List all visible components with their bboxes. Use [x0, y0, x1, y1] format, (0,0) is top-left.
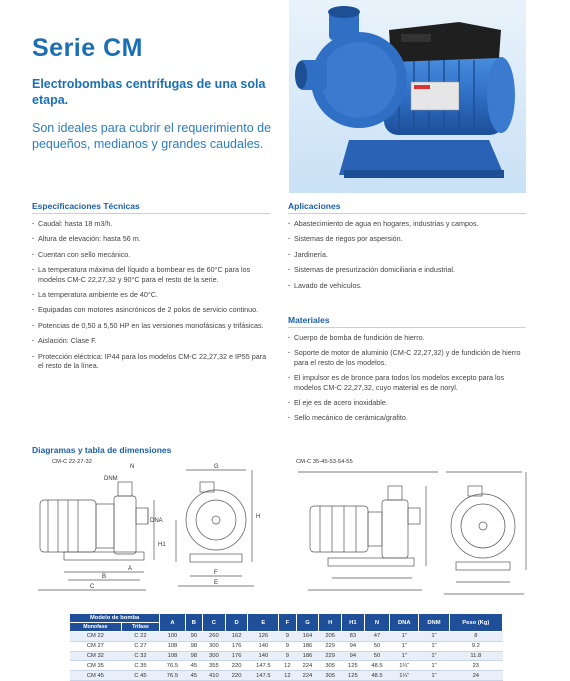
dim-label-dnm: DNM — [104, 476, 118, 482]
table-cell: 229 — [319, 651, 342, 661]
table-cell: CM 45 — [70, 671, 122, 681]
dim-label-h1: H1 — [158, 542, 166, 548]
table-row — [70, 641, 503, 651]
col-header: C — [203, 614, 226, 632]
specs-title: Especificaciones Técnicas — [32, 201, 140, 211]
list-item: · Lavado de vehículos. — [288, 281, 526, 290]
list-item: · Cuentan con sello mecánico. — [32, 250, 270, 259]
table-cell: 9 — [279, 632, 296, 642]
list-item: · La temperatura ambiente es de 40°C. — [32, 290, 270, 299]
col-header: Peso (Kg) — [449, 614, 502, 632]
col-header: DNM — [419, 614, 449, 632]
table-cell: C 35 — [121, 661, 159, 671]
col-header: A — [160, 614, 185, 632]
table-cell: 220 — [225, 661, 248, 671]
table-cell: 8 — [449, 632, 502, 642]
pump-photo — [289, 0, 526, 193]
table-cell: 1" — [419, 661, 449, 671]
table-cell: 220 — [225, 671, 248, 681]
dimension-diagrams — [28, 460, 533, 608]
list-item: · Caudal: hasta 18 m3/h. — [32, 219, 270, 228]
table-cell: 108 — [160, 641, 185, 651]
left-model-label: CM-C 22-27-32 — [52, 459, 92, 465]
dim-label-c: C — [90, 584, 95, 590]
list-item: · La temperatura máxima del líquido a bombear es de 60°C para los modelos CM-C 22,27,32 y 90°C para el resto de la serie. — [32, 265, 270, 284]
list-item: · Jardinería. — [288, 250, 526, 259]
col-header: DNA — [390, 614, 419, 632]
specs-divider — [32, 213, 270, 214]
table-cell: 98 — [185, 641, 202, 651]
table-cell: 100 — [160, 632, 185, 642]
table-cell: 229 — [319, 641, 342, 651]
materials-title: Materiales — [288, 315, 330, 325]
dimensions-table — [69, 613, 503, 681]
list-item: · Equipadas con motores asincrónicos de 2 polos de servicio continuo. — [32, 305, 270, 314]
dim-label-dna: DNA — [150, 518, 163, 524]
col-header: H — [319, 614, 342, 632]
table-cell: 11.8 — [449, 651, 502, 661]
table-cell: 1¼" — [390, 661, 419, 671]
table-cell: 45 — [185, 671, 202, 681]
table-cell: CM 35 — [70, 661, 122, 671]
applications-list — [288, 219, 526, 296]
table-cell: 305 — [319, 671, 342, 681]
intro-text: Son ideales para cubrir el requerimiento de pequeños, medianos y grandes caudales. — [32, 121, 272, 151]
right-model-label: CM-C 35-45-53-54-55 — [296, 459, 353, 465]
table-cell: 186 — [296, 641, 319, 651]
table-cell: C 32 — [121, 651, 159, 661]
table-cell: 76.5 — [160, 661, 185, 671]
col-header: F — [279, 614, 296, 632]
table-cell: 98 — [185, 651, 202, 661]
table-cell: 12 — [279, 661, 296, 671]
table-cell: 162 — [225, 632, 248, 642]
table-cell: 48.5 — [364, 661, 389, 671]
table-row — [70, 661, 503, 671]
materials-list — [288, 333, 526, 429]
table-cell: 9.2 — [449, 641, 502, 651]
list-item: · Potencias de 0,50 a 5,50 HP en las versiones monofásicas y trifásicas. — [32, 321, 270, 330]
list-item: · Altura de elevación: hasta 56 m. — [32, 234, 270, 243]
col-header: E — [248, 614, 279, 632]
table-cell: 1" — [419, 632, 449, 642]
list-item: · Sistemas de riegos por aspersión. — [288, 234, 526, 243]
list-item: · Aislación: Clase F. — [32, 336, 270, 345]
table-cell: 23 — [449, 661, 502, 671]
table-cell: 1" — [419, 671, 449, 681]
table-cell: 9 — [279, 641, 296, 651]
dim-label-e: E — [214, 580, 219, 586]
table-cell: 300 — [203, 641, 226, 651]
table-cell: 47 — [364, 632, 389, 642]
table-cell: 24 — [449, 671, 502, 681]
sub-header: Monofase — [70, 623, 122, 632]
group-header: Modelo de bomba — [70, 614, 160, 623]
table-cell: C 45 — [121, 671, 159, 681]
col-header: H1 — [342, 614, 365, 632]
table-row — [70, 651, 503, 661]
table-cell: 224 — [296, 661, 319, 671]
table-cell: 140 — [248, 641, 279, 651]
table-cell: 45 — [185, 661, 202, 671]
table-cell: 176 — [225, 641, 248, 651]
sub-header: Trifase — [121, 623, 159, 632]
table-row — [70, 671, 503, 681]
table-cell: 305 — [319, 661, 342, 671]
table-cell: 1" — [419, 651, 449, 661]
dim-label-g: G — [214, 464, 219, 470]
applications-divider — [288, 213, 526, 214]
list-item: · Soporte de motor de aluminio (CM-C 22,27,32) y de fundición de hierro para el resto de los modelos. — [288, 348, 526, 367]
list-item: · Sello mecánico de cerámica/grafito. — [288, 413, 526, 422]
table-cell: C 27 — [121, 641, 159, 651]
table-cell: 147.5 — [248, 661, 279, 671]
table-cell: 260 — [203, 632, 226, 642]
table-cell: 300 — [203, 651, 226, 661]
dim-label-a: A — [128, 566, 133, 572]
table-cell: 164 — [296, 632, 319, 642]
table-cell: 1¼" — [390, 671, 419, 681]
col-header: N — [364, 614, 389, 632]
dim-label-n: N — [130, 464, 135, 470]
table-cell: 1" — [390, 632, 419, 642]
table-cell: 126 — [248, 632, 279, 642]
table-cell: 50 — [364, 641, 389, 651]
list-item: · El eje es de acero inoxidable. — [288, 398, 526, 407]
list-item: · Cuerpo de bomba de fundición de hierro. — [288, 333, 526, 342]
table-cell: 76.5 — [160, 671, 185, 681]
table-cell: 1" — [419, 641, 449, 651]
dimensions-table-body — [70, 632, 503, 681]
table-cell: CM 27 — [70, 641, 122, 651]
table-cell: 94 — [342, 651, 365, 661]
list-item: · Abastecimiento de agua en hogares, industrias y campos. — [288, 219, 526, 228]
table-cell: 48.5 — [364, 671, 389, 681]
table-cell: CM 22 — [70, 632, 122, 642]
table-cell: 147.5 — [248, 671, 279, 681]
table-cell: 205 — [319, 632, 342, 642]
table-cell: 224 — [296, 671, 319, 681]
table-cell: 140 — [248, 651, 279, 661]
page-title: Serie CM — [32, 34, 143, 62]
table-cell: 355 — [203, 661, 226, 671]
table-cell: 83 — [342, 632, 365, 642]
page-subtitle: Electrobombas centrífugas de una sola etapa. — [32, 77, 266, 107]
diagrams-title: Diagramas y tabla de dimensiones — [32, 445, 172, 455]
table-cell: 125 — [342, 671, 365, 681]
dim-label-b: B — [102, 574, 107, 580]
table-cell: 94 — [342, 641, 365, 651]
table-cell: 1" — [390, 651, 419, 661]
list-item: · El impulsor es de bronce para todos los modelos excepto para los modelos CM-C 22,27,32, cuyo material es de noryl. — [288, 373, 526, 392]
table-cell: 90 — [185, 632, 202, 642]
list-item: · Sistemas de presurización domiciliaria e industrial. — [288, 265, 526, 274]
table-cell: 186 — [296, 651, 319, 661]
dim-label-h: H — [256, 514, 261, 520]
dim-label-f: F — [214, 570, 218, 576]
col-header: G — [296, 614, 319, 632]
table-cell: 125 — [342, 661, 365, 671]
applications-title: Aplicaciones — [288, 201, 341, 211]
specs-list — [32, 219, 270, 376]
table-cell: 9 — [279, 651, 296, 661]
table-cell: 1" — [390, 641, 419, 651]
table-cell: 50 — [364, 651, 389, 661]
table-cell: CM 32 — [70, 651, 122, 661]
table-cell: 108 — [160, 651, 185, 661]
materials-divider — [288, 327, 526, 328]
col-header: D — [225, 614, 248, 632]
table-cell: 12 — [279, 671, 296, 681]
table-cell: C 22 — [121, 632, 159, 642]
list-item: · Protección eléctrica: IP44 para los modelos CM-C 22,27,32 e IP55 para el resto de la línea. — [32, 352, 270, 371]
table-cell: 176 — [225, 651, 248, 661]
col-header: B — [185, 614, 202, 632]
table-row — [70, 632, 503, 642]
table-cell: 410 — [203, 671, 226, 681]
